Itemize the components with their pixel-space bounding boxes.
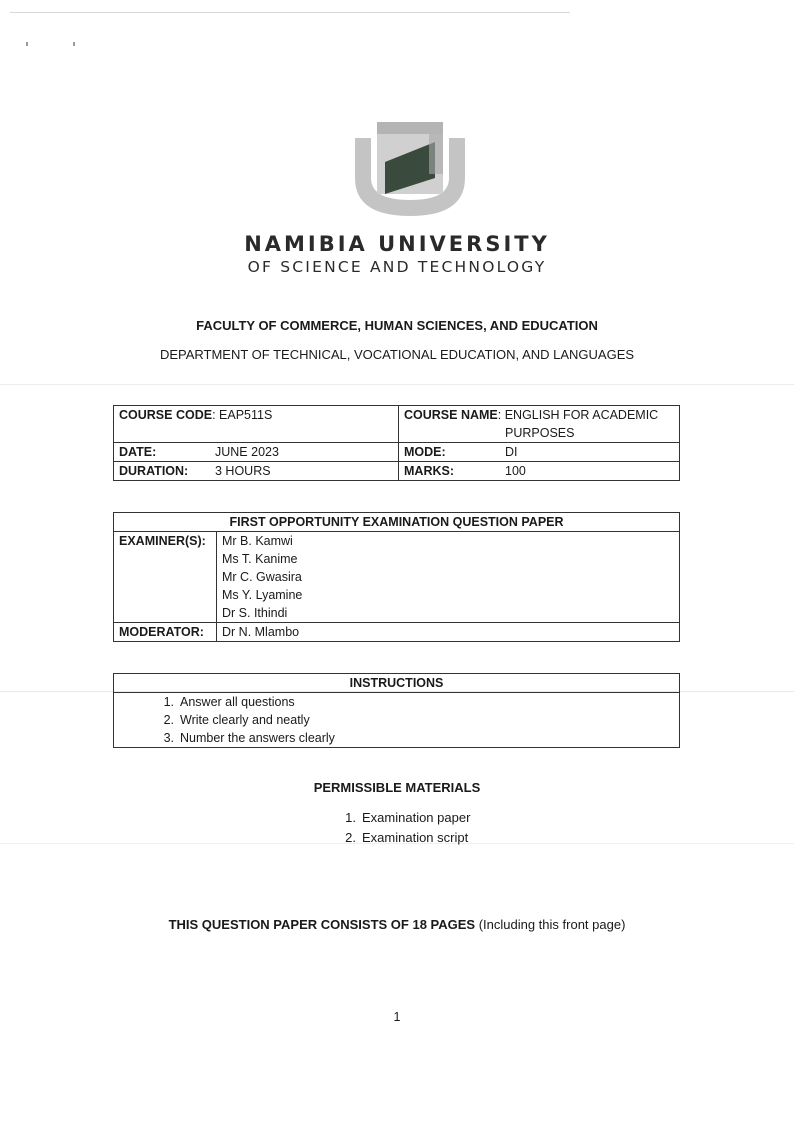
instruction-item bbox=[154, 693, 674, 711]
scan-artifact-mark bbox=[26, 42, 28, 46]
page-count-bold: THIS QUESTION PAPER CONSISTS OF 18 PAGES bbox=[168, 917, 476, 932]
moderator-label: MODERATOR: bbox=[114, 623, 217, 642]
instruction-item bbox=[154, 729, 674, 747]
duration-cell bbox=[114, 462, 399, 481]
permissible-number: 1. bbox=[345, 810, 356, 825]
instructions-list bbox=[114, 693, 680, 748]
date-cell bbox=[114, 443, 399, 462]
instructions-title: INSTRUCTIONS bbox=[114, 674, 680, 693]
instruction-item bbox=[154, 711, 674, 729]
marks-cell bbox=[399, 462, 680, 481]
course-info-table bbox=[113, 405, 680, 481]
university-name: NAMIBIA UNIVERSITY bbox=[244, 232, 550, 256]
examiner-name: Ms T. Kanime bbox=[222, 552, 298, 566]
examiner-name: Mr B. Kamwi bbox=[222, 534, 293, 548]
university-logo bbox=[351, 120, 469, 220]
course-row-date bbox=[114, 443, 680, 462]
moderator-name: Dr N. Mlambo bbox=[217, 623, 680, 642]
permissible-materials-list bbox=[336, 808, 470, 848]
permissible-item bbox=[336, 808, 470, 828]
faculty-heading: FACULTY OF COMMERCE, HUMAN SCIENCES, AND EDUCATION bbox=[196, 318, 598, 333]
university-subtitle: OF SCIENCE AND TECHNOLOGY bbox=[247, 258, 547, 276]
scan-artifact-mark bbox=[73, 42, 75, 46]
course-row-code bbox=[114, 406, 680, 443]
course-code-cell bbox=[114, 406, 399, 443]
date-label: DATE: bbox=[119, 445, 157, 459]
page-number: 1 bbox=[393, 1010, 401, 1024]
marks-label: MARKS: bbox=[404, 464, 454, 478]
examiner-name: Mr C. Gwasira bbox=[222, 570, 302, 584]
examiners-label: EXAMINER(S): bbox=[114, 532, 217, 623]
examination-table bbox=[113, 512, 680, 642]
scan-artifact-line bbox=[0, 384, 794, 385]
examiners-list bbox=[217, 532, 680, 623]
instruction-number: 3. bbox=[163, 731, 174, 745]
course-name-value: : ENGLISH FOR ACADEMIC bbox=[497, 408, 659, 422]
permissible-number: 2. bbox=[345, 830, 356, 845]
instruction-number: 2. bbox=[163, 713, 174, 727]
page-count-note bbox=[0, 917, 794, 932]
course-name-cell bbox=[399, 406, 680, 443]
course-code-label: COURSE CODE bbox=[119, 408, 213, 422]
scan-artifact-line bbox=[10, 12, 570, 13]
mode-label: MODE: bbox=[404, 445, 446, 459]
course-code-value: : EAP511S bbox=[212, 408, 273, 422]
instruction-text: Number the answers clearly bbox=[180, 731, 335, 745]
course-name-value-cont: PURPOSES bbox=[505, 426, 575, 440]
permissible-item bbox=[336, 828, 470, 848]
date-value: JUNE 2023 bbox=[215, 445, 279, 459]
page-count-normal: (Including this front page) bbox=[475, 917, 626, 932]
permissible-text: Examination script bbox=[362, 830, 469, 845]
permissible-text: Examination paper bbox=[362, 810, 471, 825]
duration-label: DURATION: bbox=[119, 464, 189, 478]
permissible-materials-heading: PERMISSIBLE MATERIALS bbox=[313, 780, 481, 795]
course-row-duration bbox=[114, 462, 680, 481]
department-heading: DEPARTMENT OF TECHNICAL, VOCATIONAL EDUCATION, AND LANGUAGES bbox=[159, 347, 635, 362]
instruction-number: 1. bbox=[163, 695, 174, 709]
instruction-text: Write clearly and neatly bbox=[180, 713, 310, 727]
examiner-name: Dr S. Ithindi bbox=[222, 606, 288, 620]
duration-value: 3 HOURS bbox=[215, 464, 271, 478]
instruction-text: Answer all questions bbox=[180, 695, 295, 709]
mode-value: DI bbox=[505, 445, 518, 459]
examiner-name: Ms Y. Lyamine bbox=[222, 588, 303, 602]
instructions-table bbox=[113, 673, 680, 748]
marks-value: 100 bbox=[505, 464, 526, 478]
course-name-label: COURSE NAME bbox=[404, 408, 498, 422]
mode-cell bbox=[399, 443, 680, 462]
exam-title: FIRST OPPORTUNITY EXAMINATION QUESTION PAPER bbox=[114, 513, 680, 532]
